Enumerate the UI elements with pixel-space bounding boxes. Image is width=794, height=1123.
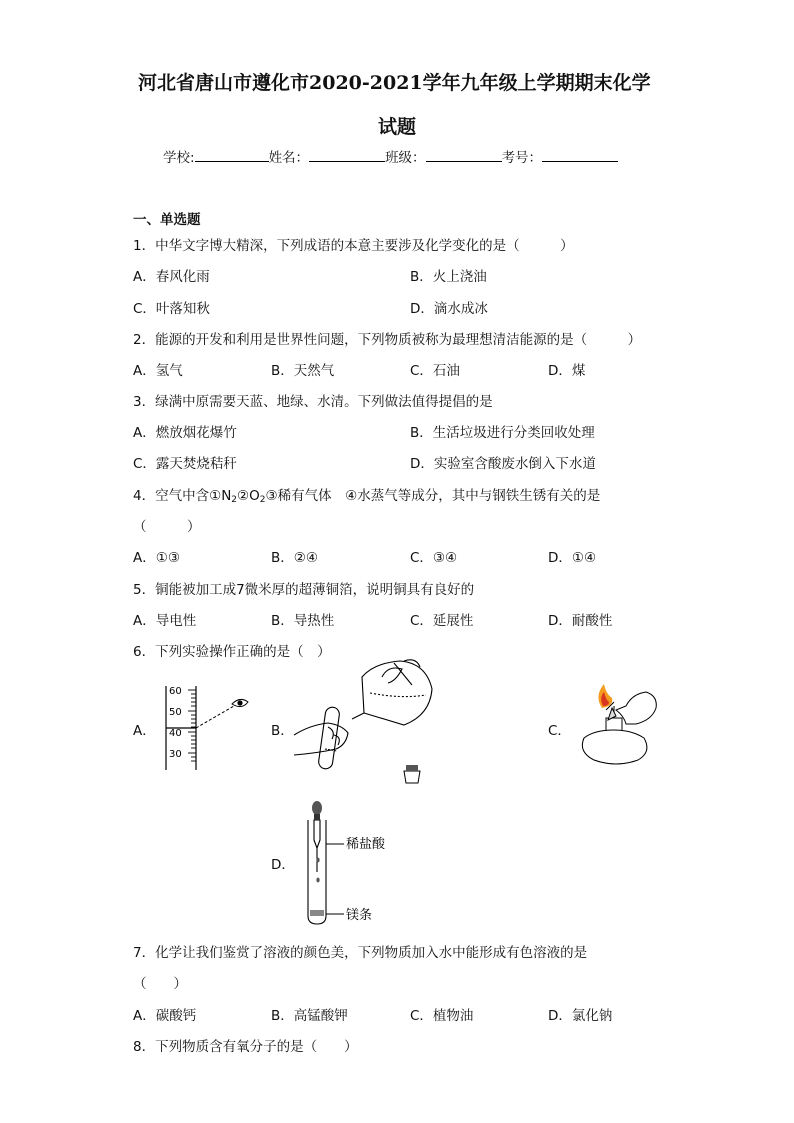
question-3-stem: 3．绿满中原需要天蓝、地绿、水清。下列做法值得提倡的是	[133, 394, 493, 410]
q3-option-b[interactable]: B．生活垃圾进行分类回收处理	[410, 425, 595, 441]
q7-option-c[interactable]: C．植物油	[410, 1008, 474, 1024]
q6-option-d[interactable]: D．	[271, 857, 295, 873]
tick-30: 30	[169, 749, 182, 760]
section-title: 一、单选题	[133, 212, 201, 228]
class-blank[interactable]	[426, 149, 502, 162]
q2-option-c[interactable]: C．石油	[410, 363, 460, 379]
page-title-line2: 试题	[378, 116, 417, 138]
q2-option-a[interactable]: A．氢气	[133, 363, 183, 379]
q1-option-d[interactable]: D．滴水成冰	[410, 301, 488, 317]
q4-option-c[interactable]: C．③④	[410, 550, 458, 566]
name-label: 姓名：	[268, 150, 310, 166]
pouring-liquid-figure	[292, 655, 442, 790]
q5-option-d[interactable]: D．耐酸性	[548, 613, 613, 629]
class-label: 班级：	[385, 150, 426, 166]
tick-40: 40	[169, 728, 182, 739]
page-title: 河北省唐山市遵化市2020-2021学年九年级上学期期末化学	[138, 72, 651, 94]
question-2-stem: 2．能源的开发和利用是世界性问题，下列物质被称为最理想清洁能源的是（ ）	[133, 332, 642, 348]
q4-option-b[interactable]: B．②④	[271, 550, 318, 566]
tick-60: 60	[169, 686, 182, 697]
question-7-stem: 7．化学让我们鉴赏了溶液的颜色美，下列物质加入水中能形成有色溶液的是	[133, 945, 588, 961]
tick-50: 50	[169, 707, 182, 718]
q2-option-b[interactable]: B．天然气	[271, 363, 335, 379]
question-4-stem: 4．空气中含$①N_2②O_2③$稀有气体 ④水蒸气等成分，其中与钢铁生锈有关的是	[133, 488, 601, 505]
dropper-bulb	[312, 801, 322, 815]
eye-icon	[232, 699, 248, 706]
question-4-stem-line2: （ ）	[133, 519, 201, 535]
q3-option-d[interactable]: D．实验室含酸废水倒入下水道	[410, 456, 596, 472]
q3-option-c[interactable]: C．露天焚烧秸秆	[133, 456, 237, 472]
q2-option-d[interactable]: D．煤	[548, 363, 586, 379]
q1-option-c[interactable]: C．叶落知秋	[133, 301, 210, 317]
magnesium-test-tube-figure	[300, 800, 396, 926]
q3-option-a[interactable]: A．燃放烟花爆竹	[133, 425, 237, 441]
school-blank[interactable]	[195, 149, 269, 162]
bottle-stopper-icon	[404, 765, 420, 783]
question-5-stem: 5．铜能被加工成7微米厚的超薄铜箔，说明铜具有良好的	[133, 582, 475, 598]
q5-option-a[interactable]: A．导电性	[133, 613, 197, 629]
q1-option-b[interactable]: B．火上浇油	[410, 269, 487, 285]
magnesium-label: 镁条	[346, 908, 373, 923]
exam-number-label: 考号：	[501, 150, 543, 166]
school-label: 学校:	[163, 150, 195, 166]
q1-option-a[interactable]: A．春风化雨	[133, 269, 210, 285]
question-8-stem: 8．下列物质含有氧分子的是（ ）	[133, 1039, 358, 1055]
dilute-hcl-label: 稀盐酸	[346, 837, 386, 852]
q6-option-a[interactable]: A．	[133, 723, 156, 739]
info-fields	[163, 146, 618, 166]
graduated-cylinder-figure	[160, 684, 260, 774]
q6-option-c[interactable]: C．	[548, 723, 571, 739]
q6-option-b[interactable]: B．	[271, 723, 294, 739]
q4-option-d[interactable]: D．①④	[548, 550, 597, 566]
q5-option-c[interactable]: C．延展性	[410, 613, 474, 629]
question-6-stem: 6．下列实验操作正确的是（ ）	[133, 644, 331, 660]
magnesium-strip	[310, 910, 324, 916]
alcohol-lamp-figure	[572, 680, 662, 772]
question-1-stem: 1．中华文字博大精深，下列成语的本意主要涉及化学变化的是（ ）	[133, 238, 574, 254]
name-blank[interactable]	[309, 149, 385, 162]
question-7-stem-line2: （ ）	[133, 976, 187, 992]
flame-icon	[598, 684, 612, 708]
q5-option-b[interactable]: B．导热性	[271, 613, 335, 629]
q7-option-d[interactable]: D．氯化钠	[548, 1008, 613, 1024]
q7-option-b[interactable]: B．高锰酸钾	[271, 1008, 348, 1024]
q4-option-a[interactable]: A．①③	[133, 550, 180, 566]
q7-option-a[interactable]: A．碳酸钙	[133, 1008, 197, 1024]
exam-number-blank[interactable]	[542, 149, 618, 162]
